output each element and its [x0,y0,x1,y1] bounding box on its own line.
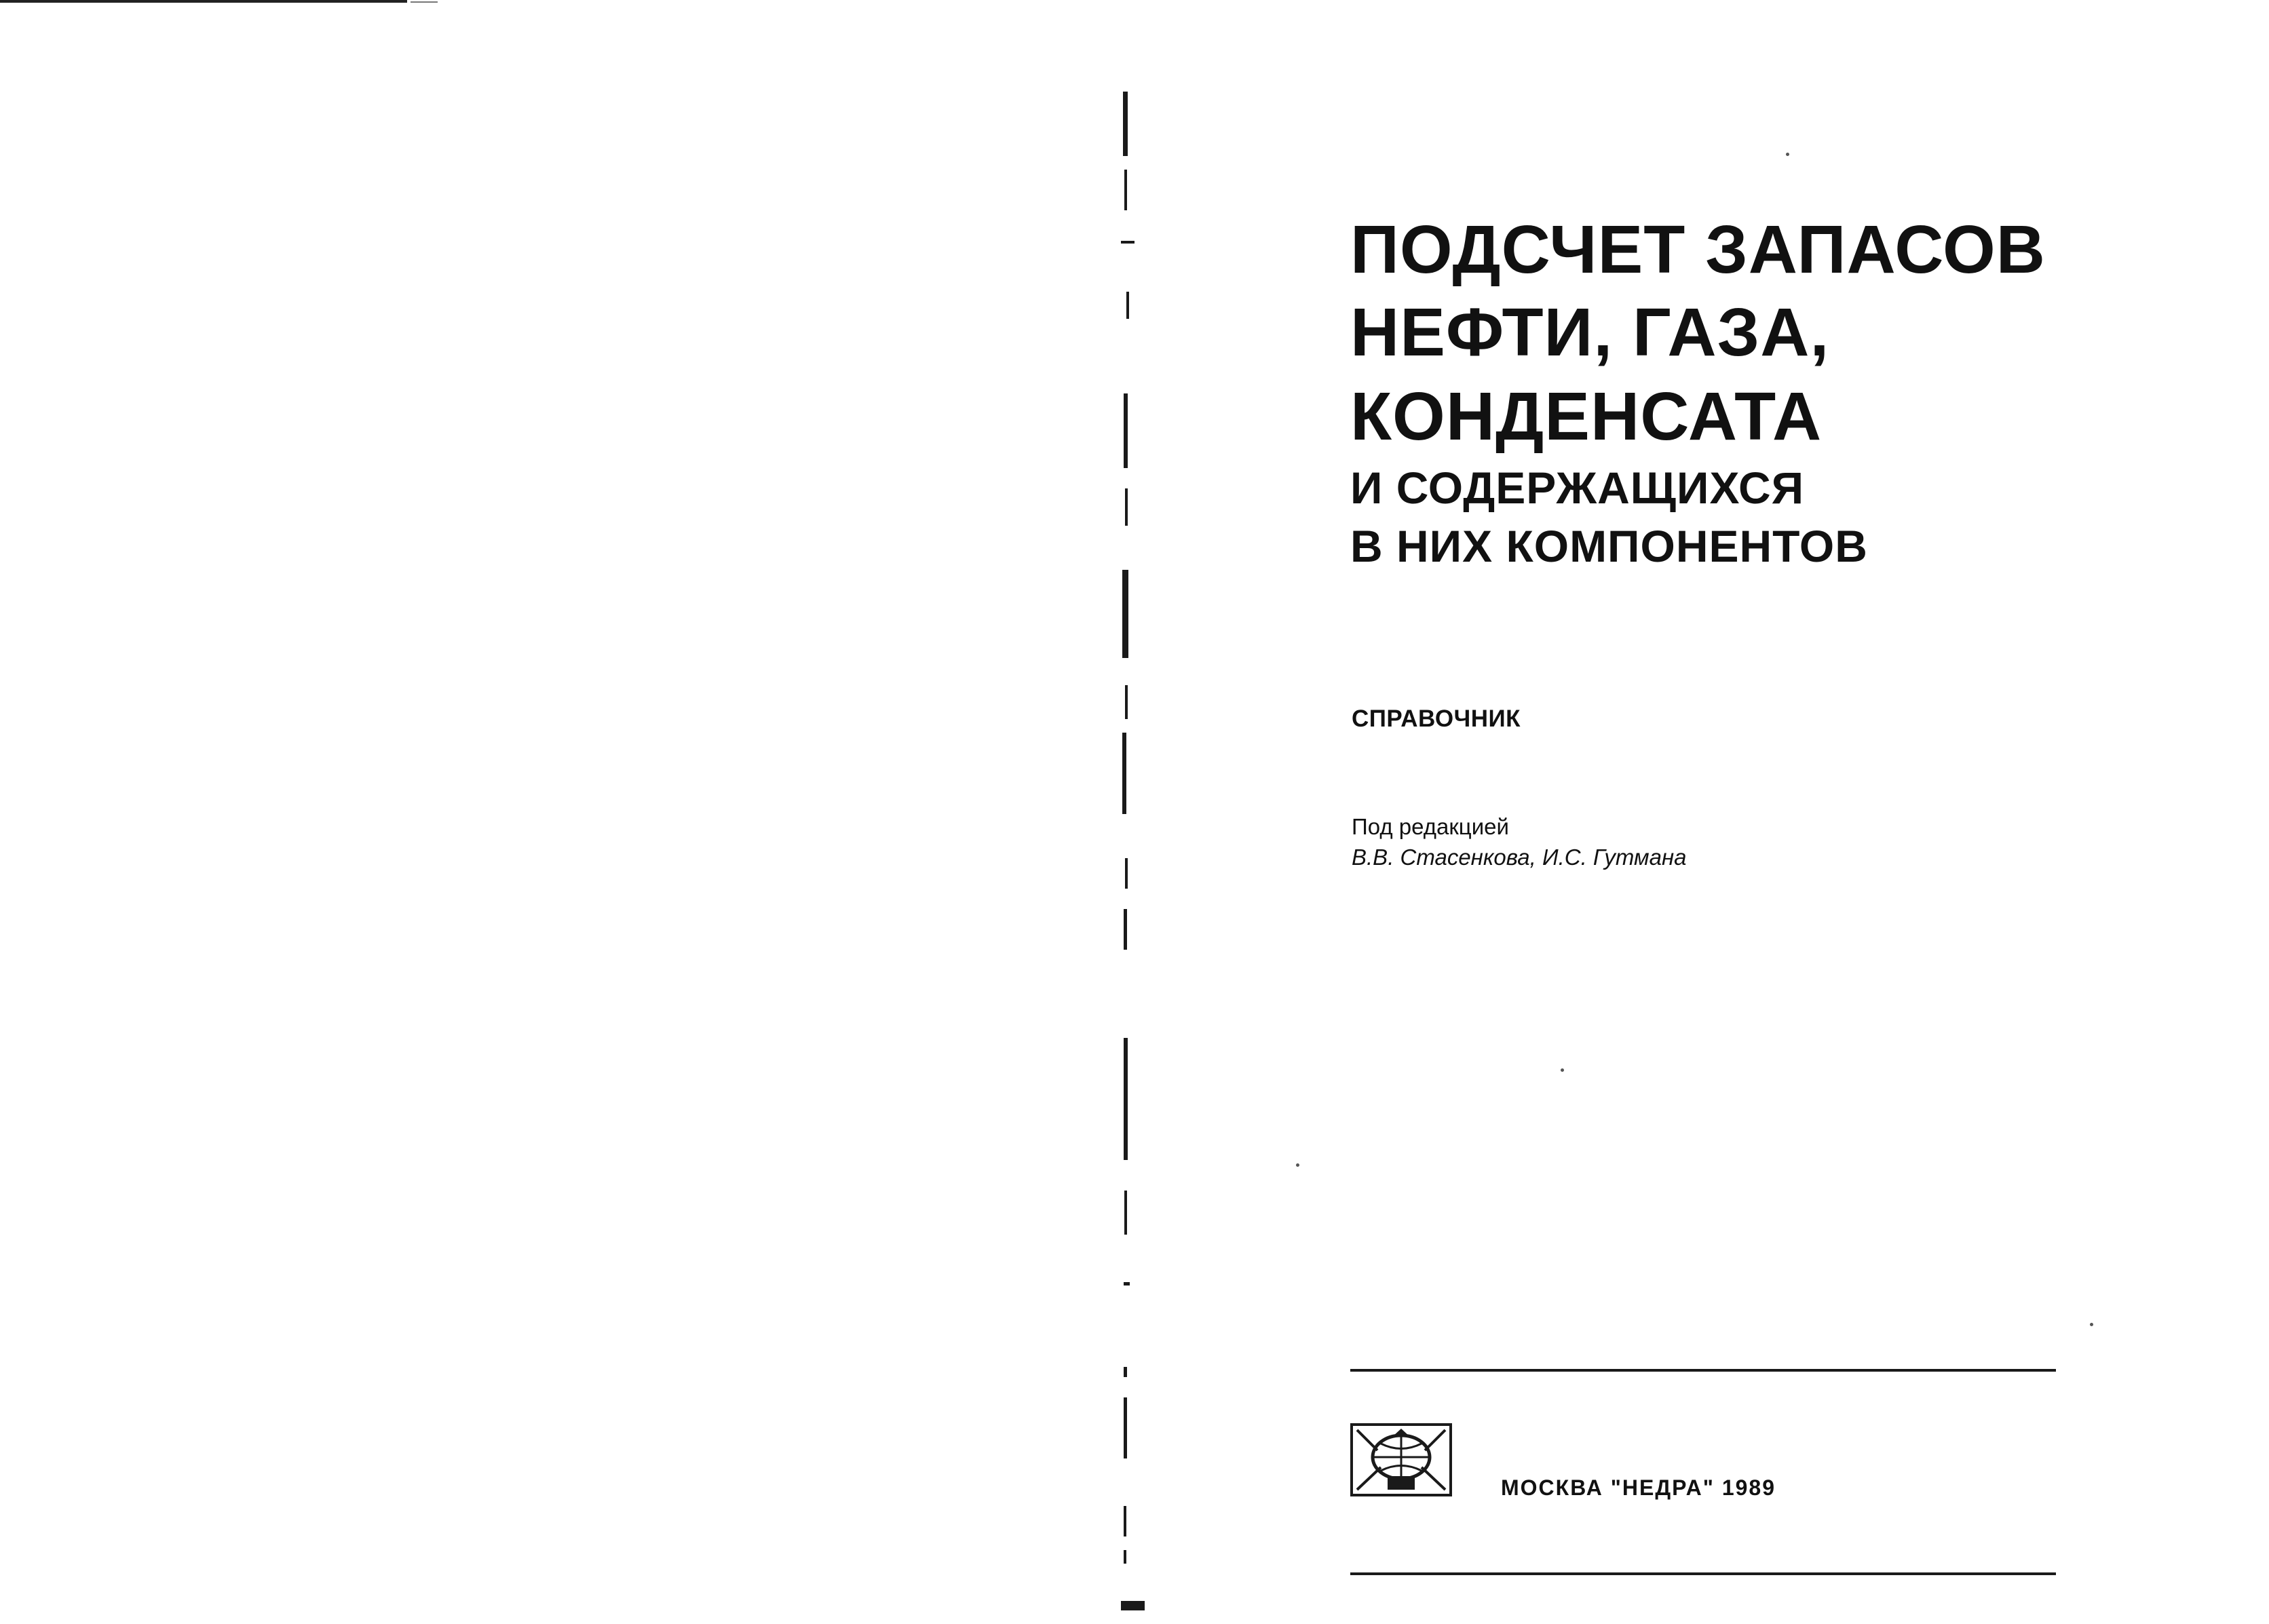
blank-left-page [0,0,1123,1624]
genre-label: СПРАВОЧНИК [1352,705,1521,732]
scan-speck [1561,1068,1564,1072]
scan-speck [1786,153,1789,156]
title-page [1153,0,2269,1624]
imprint-top-rule [1350,1369,2056,1372]
top-edge-rule-fragment [411,1,438,3]
binding-gutter-marks [1113,54,1153,1621]
title-line-5: В НИХ КОМПОНЕНТОВ [1350,521,1868,571]
publisher-imprint: МОСКВА "НЕДРА" 1989 [1501,1475,1776,1500]
title-line-4: И СОДЕРЖАЩИХСЯ [1350,463,1805,513]
editors-label: Под редакцией [1352,814,1509,839]
scan-speck [1296,1163,1299,1167]
top-edge-rule [0,0,407,3]
title-line-2: НЕФТИ, ГАЗА, [1350,294,1830,370]
title-line-3: КОНДЕНСАТА [1350,379,1823,455]
scan-speck [2090,1323,2093,1326]
book-title [1350,212,2046,582]
imprint-bottom-rule [1350,1572,2056,1575]
publisher-logo-icon [1350,1423,1452,1496]
title-line-1: ПОДСЧЕТ ЗАПАСОВ [1350,212,2046,288]
editors-names: В.В. Стасенкова, И.С. Гутмана [1352,845,1687,870]
